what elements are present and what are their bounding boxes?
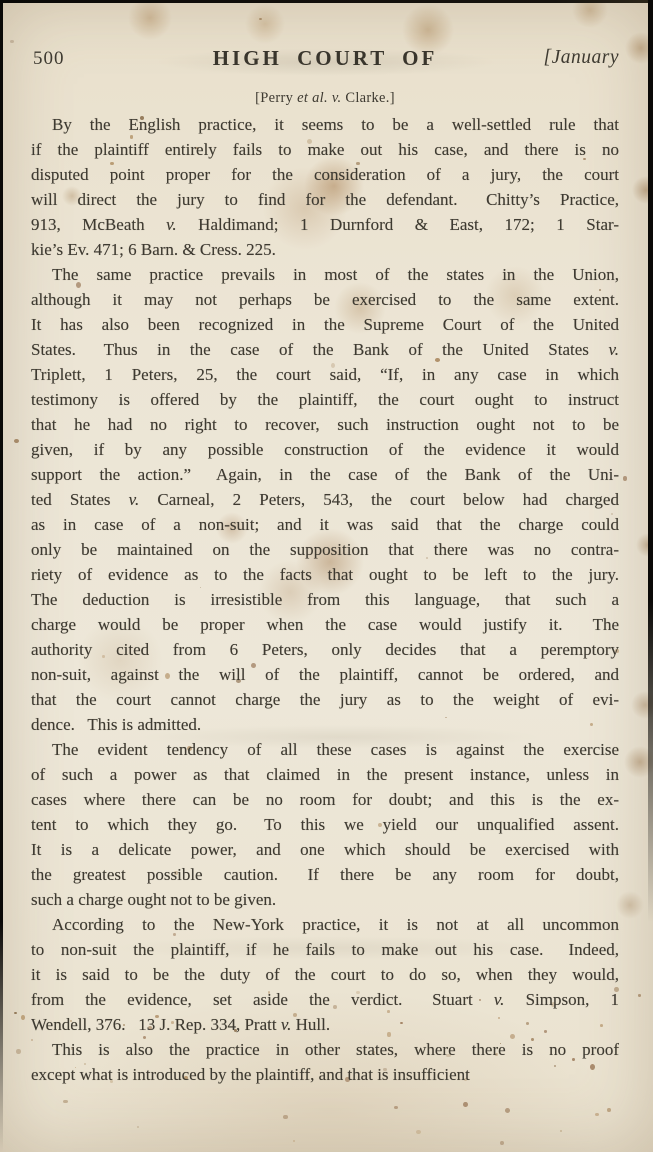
paper-stain: [14, 1012, 17, 1014]
text-line: that the court cannot charge the jury as to the weight of evi-: [31, 690, 619, 709]
text-line: cases where there can be no room for doubt; and this is the ex-: [31, 790, 619, 809]
text-line: ted States v. Carneal, 2 Peters, 543, the court below had charged: [31, 490, 619, 509]
text-line: from the evidence, set aside the verdict. Stuart v. Simpson, 1: [31, 990, 619, 1009]
text-line: of such a power as that claimed in the present instance, unless in: [31, 765, 619, 784]
paper-stain: [14, 439, 19, 443]
paper-stain: [623, 476, 627, 481]
text-line: Wendell, 376. 13 J. Rep. 334, Pratt v. Hull.: [31, 1015, 331, 1034]
text-line: 913, McBeath v. Haldimand; 1 Durnford & East, 172; 1 Star-: [31, 215, 619, 234]
text-line: This is also the practice in other states, where there is no proof: [52, 1040, 619, 1059]
page-header: [31, 46, 619, 70]
text-line: It has also been recognized in the Supreme Court of the United: [31, 315, 619, 334]
paper-stain: [505, 1108, 510, 1113]
date-header: [January: [543, 47, 619, 68]
text-line: tent to which they go. To this we yield our unqualified assent.: [31, 815, 619, 834]
paragraph: [31, 912, 619, 1037]
text-line: According to the New-York practice, it is not at all uncommon: [52, 915, 619, 934]
text-line: kie’s Ev. 471; 6 Barn. & Cress. 225.: [31, 240, 276, 259]
text-line: non-suit, against the will of the plaintiff, cannot be ordered, and: [31, 665, 619, 684]
text-line: States. Thus in the case of the Bank of the United States v.: [31, 340, 619, 359]
text-line: charge would be proper when the case would justify it. The: [31, 615, 619, 634]
text-line: Triplett, 1 Peters, 25, the court said, “If, in any case in which: [31, 365, 619, 384]
text-line: except what is introduced by the plaintiff, and that is insufficient: [31, 1065, 470, 1084]
paragraph: [31, 262, 619, 737]
paragraph: [31, 737, 619, 912]
paper-stain: [394, 1106, 398, 1109]
paper-stain: [63, 1100, 67, 1104]
text-line: disputed point proper for the consideration of a jury, the court: [31, 165, 619, 184]
page-body: [31, 112, 619, 1087]
text-line: although it may not perhaps be exercised to the same extent.: [31, 290, 619, 309]
paper-stain: [607, 1108, 610, 1112]
text-line: that he had no right to recover, such instruction ought not to be: [31, 415, 619, 434]
paper-stain: [638, 994, 641, 996]
scan-edge-top: [0, 0, 653, 3]
paragraph: [31, 112, 619, 262]
text-line: will direct the jury to find for the defendant. Chitty’s Practice,: [31, 190, 619, 209]
text-line: to non-suit the plaintiff, if he fails to make out his case. Indeed,: [31, 940, 619, 959]
text-line: authority cited from 6 Peters, only decides that a peremptory: [31, 640, 619, 659]
page-number: 500: [33, 48, 65, 69]
case-caption: [Perry et al. v. Clarke.]: [255, 90, 395, 106]
paper-stain: [16, 1049, 21, 1053]
paragraph: [31, 1037, 619, 1087]
text-line: By the English practice, it seems to be a well-settled rule that: [52, 115, 619, 134]
paper-stain: [463, 1102, 468, 1107]
text-line: The same practice prevails in most of the states in the Union,: [52, 265, 619, 284]
text-line: if the plaintiff entirely fails to make out his case, and there is no: [31, 140, 619, 159]
text-line: as in case of a non-suit; and it was said that the charge could: [31, 515, 619, 534]
text-line: The evident tendency of all these cases is against the exercise: [52, 740, 619, 759]
text-line: given, if by any possible construction of the evidence it would: [31, 440, 619, 459]
paper-stain: [137, 1126, 139, 1128]
paper-stain: [416, 1130, 421, 1134]
paper-stain: [293, 1140, 295, 1142]
paper-stain: [283, 1115, 287, 1119]
text-line: riety of evidence as to the facts that ought to be left to the jury.: [31, 565, 619, 584]
text-line: dence. This is admitted.: [31, 715, 202, 734]
paper-stain: [595, 1113, 599, 1117]
paper-stain: [21, 1015, 25, 1020]
text-line: The deduction is irresistible from this language, that such a: [31, 590, 619, 609]
scan-edge-right: [648, 0, 653, 922]
paper-stain: [560, 1130, 562, 1132]
running-title: HIGH COURT OF: [212, 46, 438, 70]
scan-edge-left: [0, 0, 3, 1152]
text-line: support the action.” Again, in the case of the Bank of the Uni-: [31, 465, 619, 484]
paper-stain: [10, 40, 14, 43]
paper-stain: [500, 1141, 504, 1145]
text-line: such a charge ought not to be given.: [31, 890, 277, 909]
text-line: only be maintained on the supposition that there was no contra-: [31, 540, 619, 559]
text-line: the greatest possible caution. If there be any room for doubt,: [31, 865, 619, 884]
text-line: it is said to be the duty of the court to do so, when they would,: [31, 965, 619, 984]
paper-stain: [259, 18, 262, 20]
text-line: testimony is offered by the plaintiff, the court ought to instruct: [31, 390, 619, 409]
text-line: It is a delicate power, and one which should be exercised with: [31, 840, 619, 859]
